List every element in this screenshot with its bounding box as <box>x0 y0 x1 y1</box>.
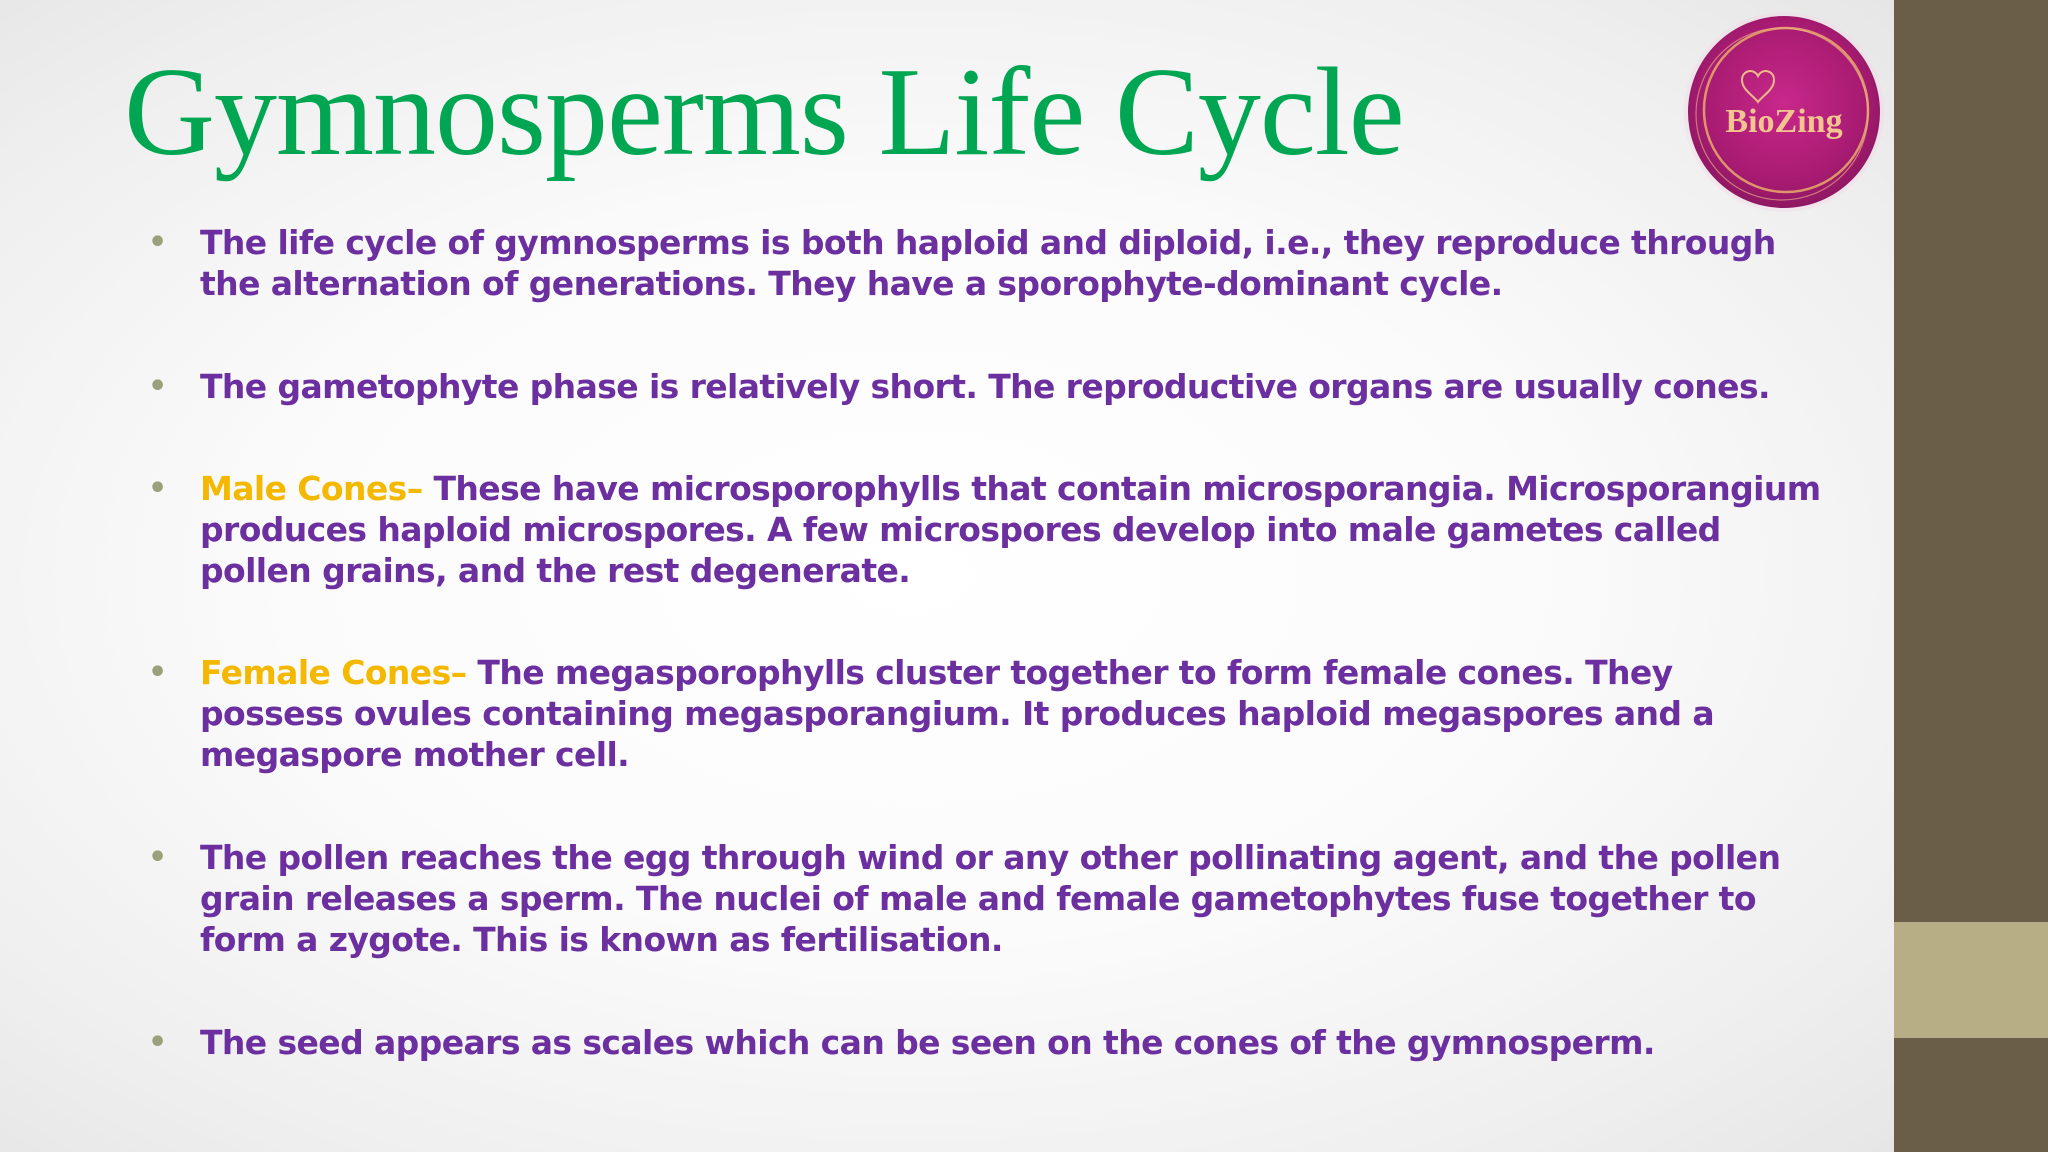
bullet-text: The gametophyte phase is relatively short. The reproductive organs are usually cones. <box>200 367 1770 406</box>
bullet-item <box>144 222 1824 304</box>
bullet-marker: • <box>148 655 167 690</box>
side-band-accent <box>1894 922 2048 1038</box>
bullet-text: The seed appears as scales which can be seen on the cones of the gymnosperm. <box>200 1023 1655 1062</box>
bullet-marker: • <box>148 840 167 875</box>
bullet-item <box>144 468 1824 591</box>
bullet-text: The megasporophylls cluster together to form female cones. They possess ovules containing megasporangium. It produces haploid megaspores and a megaspore mother cell. <box>200 653 1714 774</box>
bullet-text: These have microsporophylls that contain microsporangia. Microsporangium produces haploid microspores. A few microspores develop into male gametes called pollen grains, and the rest degenerate. <box>200 469 1821 590</box>
bullet-item <box>144 652 1824 775</box>
bullet-marker: • <box>148 471 167 506</box>
bullet-item <box>144 366 1824 407</box>
bullet-list <box>144 222 1824 1124</box>
bullet-item <box>144 1022 1824 1063</box>
bullet-text: The life cycle of gymnosperms is both haploid and diploid, i.e., they reproduce through the alternation of generations. They have a sporophyte-dominant cycle. <box>200 223 1776 303</box>
bullet-marker: • <box>148 225 167 260</box>
bullet-marker: • <box>148 369 167 404</box>
logo-badge <box>1682 10 1886 214</box>
bullet-highlight-female-cones: Female Cones– <box>200 653 467 692</box>
slide-title: Gymnosperms Life Cycle <box>124 43 1404 182</box>
bullet-marker: • <box>148 1025 167 1060</box>
biozing-logo <box>1682 10 1886 214</box>
bullet-text: The pollen reaches the egg through wind or any other pollinating agent, and the pollen grain releases a sperm. The nuclei of male and female gametophytes fuse together to form a zygote. This is known as fertilisation. <box>200 838 1781 959</box>
bullet-highlight-male-cones: Male Cones– <box>200 469 423 508</box>
bullet-item <box>144 837 1824 960</box>
logo-text: BioZing <box>1725 103 1843 140</box>
